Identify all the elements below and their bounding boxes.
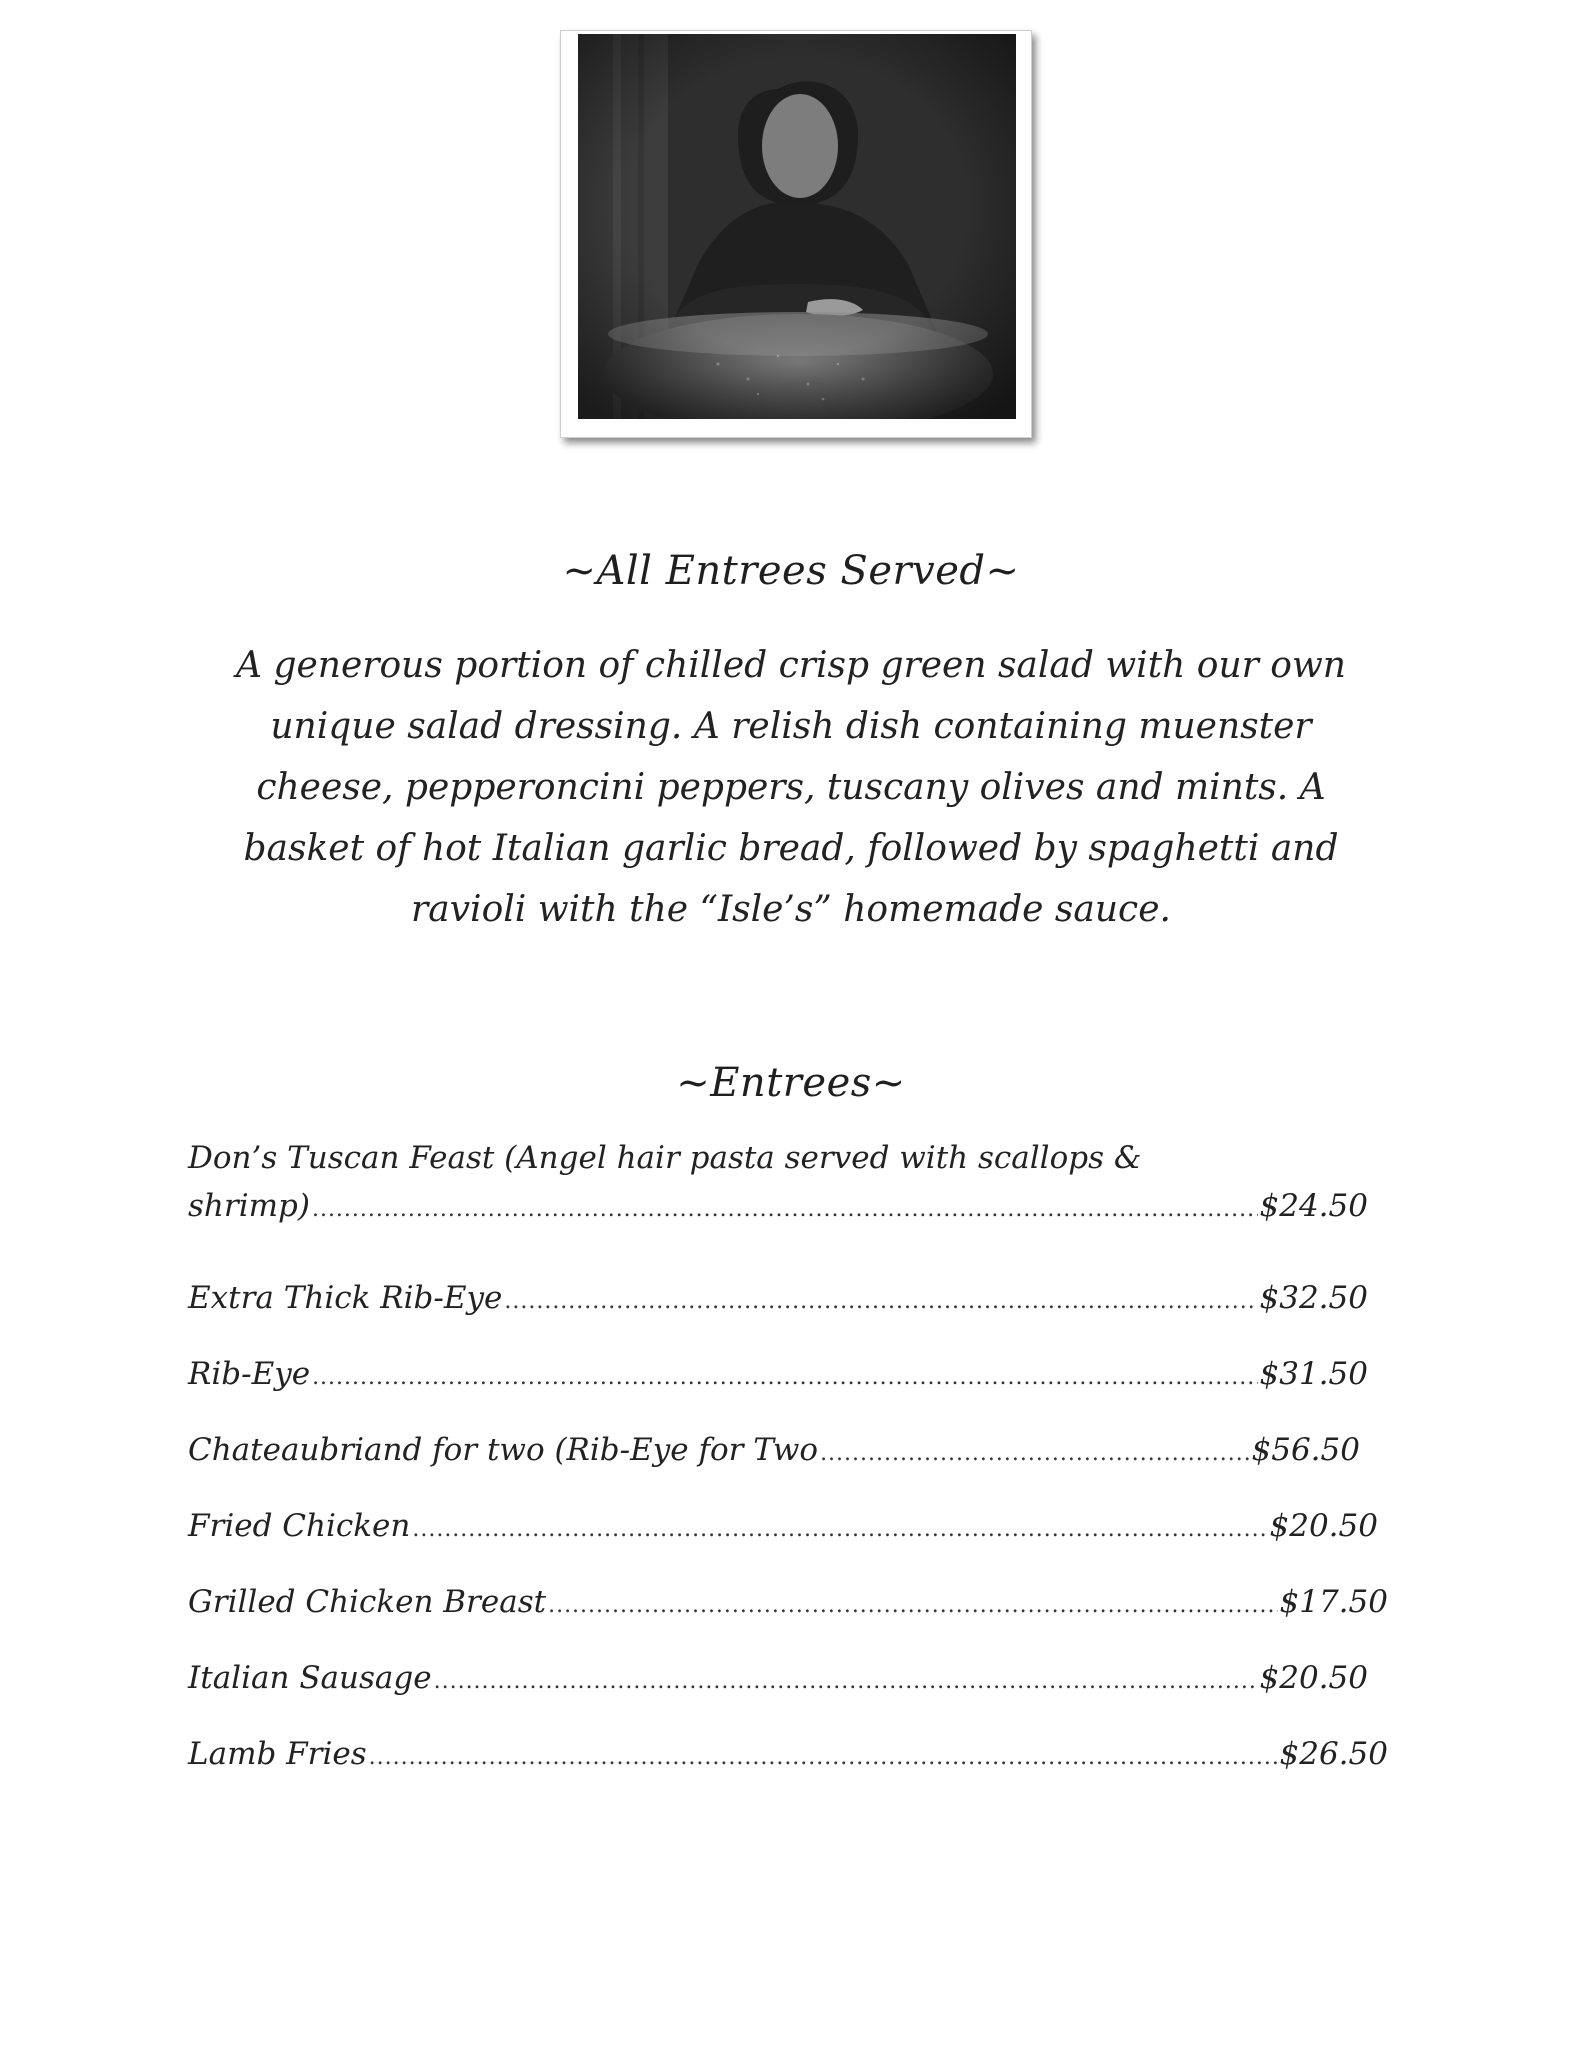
dot-leader (412, 1517, 1267, 1542)
entree-price: $17.50 (1279, 1584, 1388, 1620)
dot-leader (548, 1593, 1277, 1618)
dot-leader (369, 1745, 1278, 1770)
list-item (188, 1280, 1368, 1316)
entree-price: $56.50 (1251, 1432, 1360, 1468)
entree-price: $24.50 (1259, 1188, 1368, 1224)
entree-name: Lamb Fries (188, 1736, 367, 1772)
entree-name: Fried Chicken (188, 1508, 411, 1544)
entree-price: $20.50 (1259, 1660, 1368, 1696)
dot-leader (312, 1365, 1257, 1390)
entree-name: Italian Sausage (188, 1660, 432, 1696)
dot-leader (820, 1441, 1249, 1466)
list-item (188, 1140, 1368, 1224)
entree-name: shrimp) (188, 1188, 310, 1224)
entree-name: Chateaubriand for two (Rib-Eye for Two (188, 1432, 819, 1468)
portrait-photo-image (578, 34, 1016, 419)
portrait-photo-frame (560, 30, 1032, 438)
dot-leader (504, 1289, 1257, 1314)
list-item (188, 1736, 1388, 1772)
portrait-photo (578, 34, 1016, 419)
entree-price: $26.50 (1279, 1736, 1388, 1772)
dot-leader (312, 1197, 1258, 1222)
list-item (188, 1432, 1360, 1468)
entree-price: $32.50 (1259, 1280, 1368, 1316)
entree-name: Rib-Eye (188, 1356, 311, 1392)
list-item (188, 1584, 1388, 1620)
entree-price: $31.50 (1259, 1356, 1368, 1392)
all-entrees-served-heading: ~All Entrees Served~ (562, 548, 1020, 594)
list-item (188, 1356, 1368, 1392)
entrees-heading: ~Entrees~ (676, 1060, 906, 1106)
list-item (188, 1508, 1378, 1544)
entree-name-line1: Don’s Tuscan Feast (Angel hair pasta served with scallops & (188, 1140, 1142, 1176)
entree-name: Extra Thick Rib-Eye (188, 1280, 503, 1316)
dot-leader (434, 1669, 1258, 1694)
list-item (188, 1660, 1368, 1696)
entree-price: $20.50 (1269, 1508, 1378, 1544)
served-description: A generous portion of chilled crisp green salad with our own unique salad dressing. A relish dish containing muenster cheese, pepperoncini peppers, tuscany olives and mints. A basket of hot Italian garlic bread, followed by spaghetti and ravioli with the “Isle’s” homemade sauce. (236, 645, 1346, 930)
entree-name: Grilled Chicken Breast (188, 1584, 547, 1620)
